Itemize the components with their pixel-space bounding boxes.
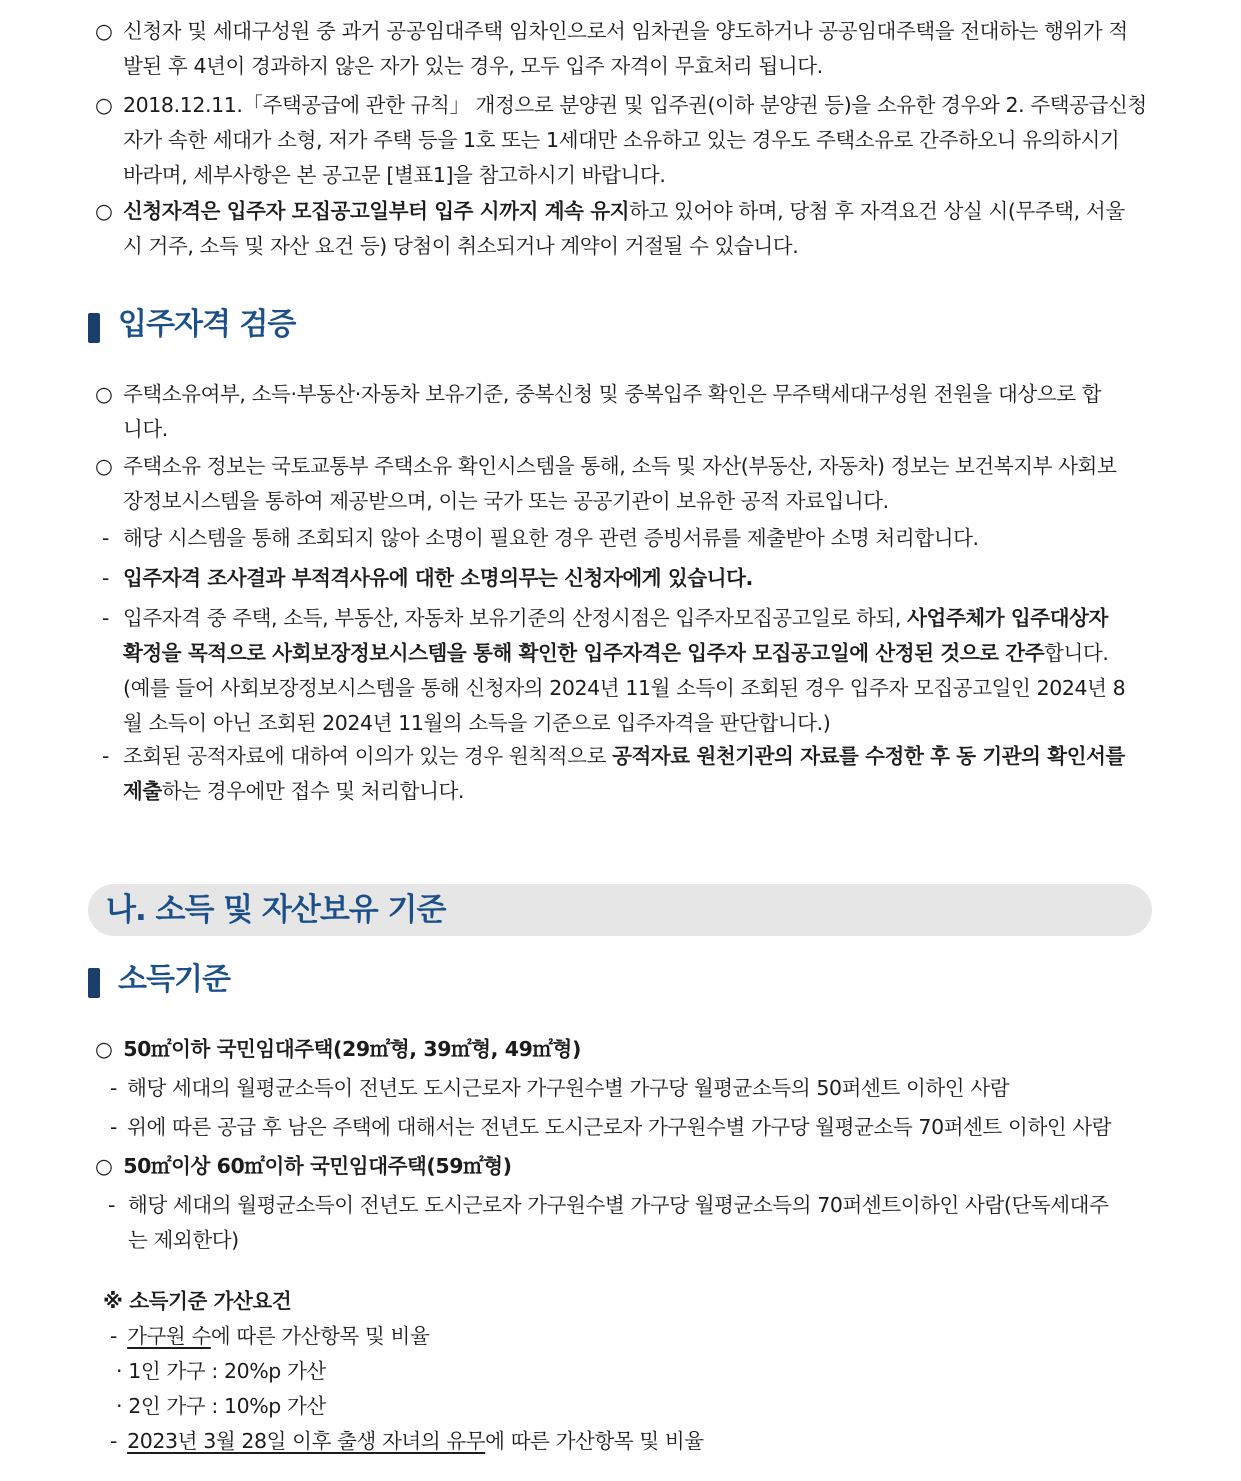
dash-line [102,601,1155,636]
underlined-text: 가구원 수 [127,1324,211,1348]
dash-marker: - [110,1076,117,1100]
heading-bar-icon [88,313,100,343]
dash-item-explanation [102,521,1155,556]
bullet-line: 시 거주, 소득 및 자산 요건 등) 당첨이 취소되거나 계약이 거절될 수 있습니다. [123,234,799,258]
bullet-line: 신청자 및 세대구성원 중 과거 공공임대주택 임차인으로서 임차권을 양도하거나 공공임대주택을 전대하는 행위가 적 [123,19,1128,43]
dash-line [102,739,1155,774]
dash-item-objection [102,739,1155,809]
circle-marker: ○ [95,93,113,117]
dash-text: 해당 세대의 월평균소득이 전년도 도시근로자 가구원수별 가구당 월평균소득의 50퍼센트 이하인 사람 [127,1076,1010,1100]
circle-marker: ○ [95,19,113,43]
bullet-line [95,194,1155,229]
dash-line: 월 소득이 아닌 조회된 2024년 11월의 소득을 기준으로 입주자격을 판단합니다.) [123,711,831,735]
heading-text: 입주자격 검증 [118,307,296,342]
bullet-rule-revision [95,88,1155,193]
heading-text: 소득기준 [118,962,230,997]
dash-marker: - [102,744,109,768]
income-item-title-50to60 [95,1149,512,1184]
emphasis-text: 신청자격은 입주자 모집공고일부터 입주 시까지 계속 유지 [123,199,630,223]
plain-text: 입주자격 중 주택, 소득, 부동산, 자동차 보유기준의 산정시점은 입주자모집공고일로 하되, [123,606,908,630]
bullet-line: 2018.12.11.「주택공급에 관한 규칙」 개정으로 분양권 및 입주권(이하 분양권 등)을 소유한 경우와 2. 주택공급신청 [123,93,1147,117]
emphasis-text: 확정을 목적으로 사회보장정보시스템을 통해 확인한 입주자격은 입주자 모집공고일에 산정된 것으로 간주 [123,641,1045,665]
dash-marker: - [102,526,109,550]
dash-text: 입주자격 조사결과 부적격사유에 대한 소명의무는 신청자에게 있습니다. [123,566,753,590]
dash-text: 위에 따른 공급 후 남은 주택에 대해서는 전년도 도시근로자 가구원수별 가구당 월평균소득 70퍼센트 이하인 사람 [127,1115,1112,1139]
plain-text: 하고 있어야 하며, 당첨 후 자격요건 상실 시(무주택, 서울 [629,199,1125,223]
band-title: 나. 소득 및 자산보유 기준 [106,892,446,928]
bullet-line: 주택소유여부, 소득·부동산·자동차 보유기준, 중복신청 및 중복입주 확인은 무주택세대구성원 전원을 대상으로 합 [123,382,1102,406]
note-sub-2person: · 2인 가구 : 10%p 가산 [116,1394,326,1418]
circle-marker: ○ [95,454,113,478]
income-dash-70pct [110,1110,1111,1145]
bullet-line: 발된 후 4년이 경과하지 않은 자가 있는 경우, 모두 입주 자격이 무효처리 됩니다. [123,54,823,78]
circle-marker: ○ [95,1037,113,1061]
note-sub-1person: · 1인 가구 : 20%p 가산 [116,1359,326,1383]
dash-line: (예를 들어 사회보장정보시스템을 통해 신청자의 2024년 11월 소득이 조회된 경우 입주자 모집공고일인 2024년 8 [123,676,1126,700]
emphasis-text: 제출 [123,779,162,803]
dash-text: 해당 시스템을 통해 조회되지 않아 소명이 필요한 경우 관련 증빙서류를 제출받아 소명 처리합니다. [123,526,979,550]
plain-text: 에 따른 가산항목 및 비율 [210,1324,430,1348]
dash-item-calculation-date [102,601,1155,741]
bullet-line: 장정보시스템을 통하여 제공받으며, 이는 국가 또는 공공기관이 보유한 공적 자료입니다. [123,489,889,513]
circle-marker: ○ [95,1154,113,1178]
underlined-text: 2023년 3월 28일 이후 출생 자녀의 유무 [127,1429,486,1453]
dash-marker: - [110,1115,117,1139]
circle-marker: ○ [95,199,113,223]
bullet-verify-systems [95,449,1155,519]
income-dash-59 [108,1188,1155,1258]
dash-marker: - [102,566,109,590]
income-item-title-under50 [95,1032,581,1067]
note-dash-household [110,1319,429,1354]
plain-text: 에 따른 가산항목 및 비율 [485,1429,704,1453]
bullet-line: 자가 속한 세대가 소형, 저가 주택 등을 1호 또는 1세대만 소유하고 있는 경우도 주택소유로 간주하오니 유의하시기 [123,128,1120,152]
dash-marker: - [110,1429,117,1453]
dash-line [102,636,1155,671]
dash-marker: - [108,1193,115,1217]
plain-text: 합니다. [1044,641,1109,665]
note-title: ※ 소득기준 가산요건 [103,1289,292,1313]
section-band-income-assets [88,884,1152,936]
dash-line: 해당 세대의 월평균소득이 전년도 도시근로자 가구원수별 가구당 월평균소득의 70퍼센트이하인 사람(단독세대주 [128,1193,1109,1217]
dash-marker: - [110,1324,117,1348]
emphasis-text: 공적자료 원천기관의 자료를 수정한 후 동 기관의 확인서를 [612,744,1125,768]
bullet-sublease-invalid [95,14,1155,84]
bullet-line: 니다. [123,417,168,441]
dash-item-burden [102,561,1155,596]
income-dash-50pct [110,1071,1009,1106]
plain-text: 하는 경우에만 접수 및 처리합니다. [161,779,465,803]
heading-bar-icon [88,968,100,998]
emphasis-text: 사업주체가 입주대상자 [907,606,1108,630]
note-dash-children [110,1424,704,1459]
plain-text: 조회된 공적자료에 대하여 이의가 있는 경우 원칙적으로 [123,744,613,768]
bullet-verify-scope [95,377,1155,447]
bullet-line: 바라며, 세부사항은 본 공고문 [별표1]을 참고하시기 바랍니다. [123,163,666,187]
item-title: 50㎡이상 60㎡이하 국민임대주택(59㎡형) [123,1154,512,1178]
bullet-line: 주택소유 정보는 국토교통부 주택소유 확인시스템을 통해, 소득 및 자산(부동산, 자동차) 정보는 보건복지부 사회보 [123,454,1117,478]
dash-marker: - [102,606,109,630]
dash-line: 는 제외한다) [128,1228,239,1252]
circle-marker: ○ [95,382,113,406]
item-title: 50㎡이하 국민임대주택(29㎡형, 39㎡형, 49㎡형) [123,1037,581,1061]
dash-line [102,774,1155,809]
bullet-qualification-maintain [95,194,1155,264]
